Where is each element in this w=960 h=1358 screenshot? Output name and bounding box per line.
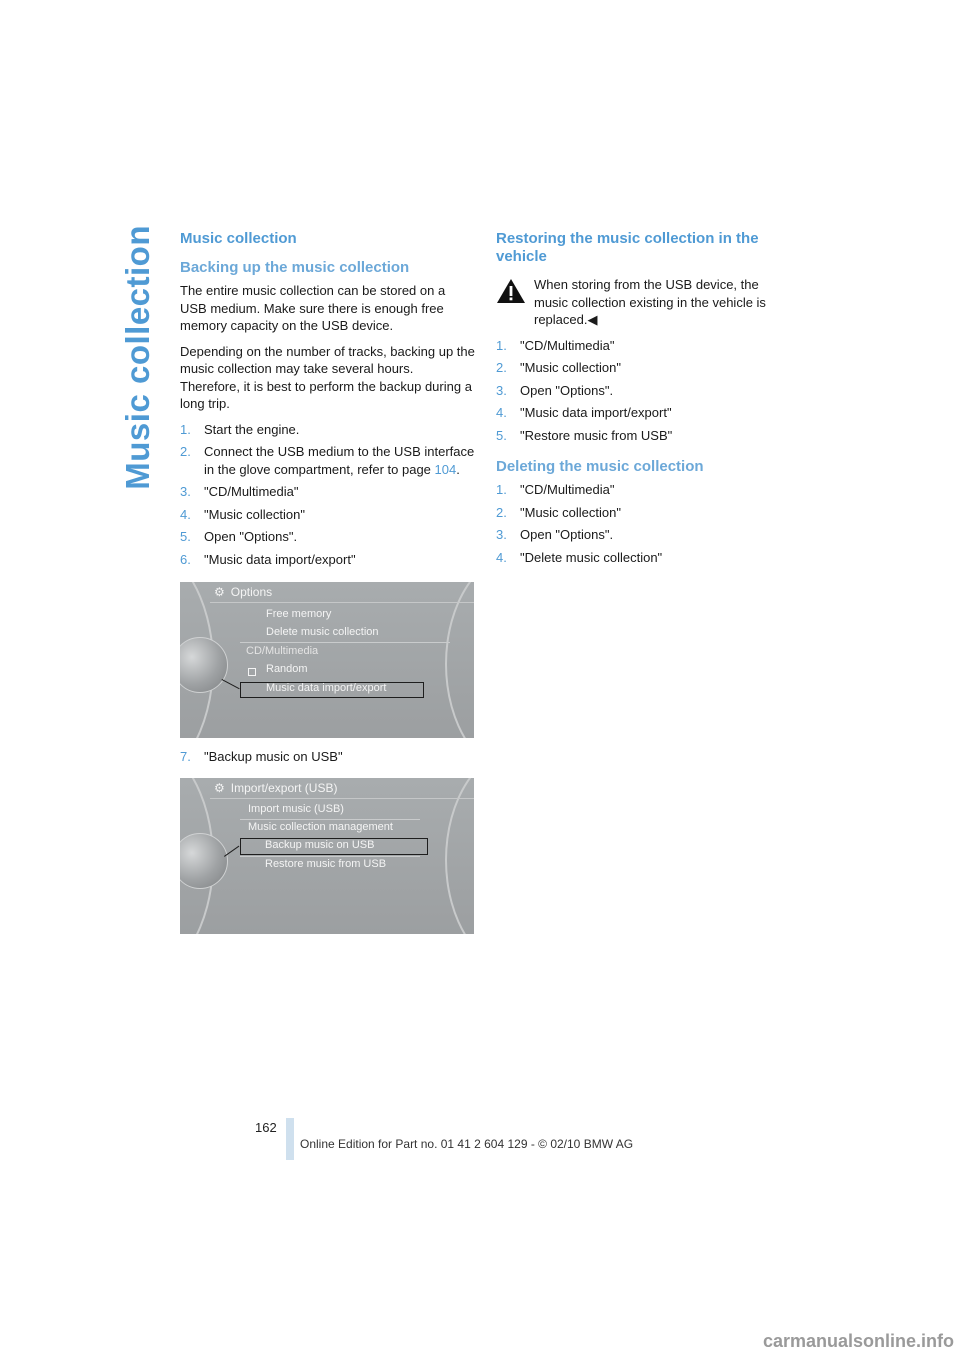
backup-paragraph-1: The entire music collection can be stored on a USB medium. Make sure there is enough free memory capacity on the USB device.: [180, 283, 446, 333]
restore-steps: [496, 337, 796, 445]
list-item: 2. "Music collection": [496, 504, 621, 520]
footer-bar: [286, 1118, 294, 1160]
list-item: 2. "Music collection": [496, 360, 621, 375]
warning-text: When storing from the USB device, the music collection existing in the vehicle is replaced.: [534, 277, 766, 327]
gear-icon: ⚙: [214, 780, 225, 795]
list-item: 2. Connect the USB medium to the USB interface in the glove compartment, refer to page 104.: [180, 444, 475, 477]
delete-subheading: Deleting the music collection: [496, 458, 704, 475]
checkbox-icon: [248, 668, 256, 676]
menu-item: Music collection management: [248, 820, 393, 833]
left-column: [180, 230, 475, 944]
list-item: 6. "Music data import/export": [180, 551, 356, 567]
list-item: 4. "Music data import/export": [496, 405, 672, 420]
list-item: 1. Start the engine.: [180, 421, 300, 437]
watermark: carmanualsonline.info: [762, 1331, 954, 1351]
list-item: 4. "Delete music collection": [496, 549, 663, 565]
controller-knob: [180, 637, 228, 693]
list-item: 3. Open "Options".: [496, 382, 614, 398]
list-item: 5. "Restore music from USB": [496, 427, 673, 443]
backup-paragraph-2: Depending on the number of tracks, backing up the music collection may take several hours. Therefore, it is best to perform the backup during a long trip.: [180, 343, 475, 411]
backup-steps: [180, 421, 475, 569]
warning-icon: [496, 278, 526, 304]
menu-item: Random: [266, 663, 308, 675]
list-item: 1. "CD/Multimedia": [496, 482, 615, 497]
backup-subheading: Backing up the music collection: [180, 259, 410, 276]
list-item: 3. "CD/Multimedia": [180, 484, 299, 499]
backup-steps-continued: [180, 748, 475, 766]
import-export-screenshot: [180, 778, 474, 934]
edition-text: Online Edition for Part no. 01 41 2 604 129 - © 02/10 BMW AG: [300, 1137, 634, 1151]
screen-title: Options: [230, 585, 273, 599]
menu-item: Delete music collection: [266, 626, 379, 638]
screen-title: Import/export (USB): [230, 780, 338, 795]
gear-icon: ⚙: [214, 585, 225, 599]
right-column: [496, 230, 796, 580]
options-screenshot: [180, 582, 474, 738]
side-section-tab: [118, 225, 158, 490]
controller-knob: [180, 833, 228, 889]
menu-category: CD/Multimedia: [246, 645, 319, 657]
list-item: 4. "Music collection": [180, 506, 305, 522]
list-item: 1. "CD/Multimedia": [496, 337, 615, 353]
side-tab-label: Music collection: [119, 225, 156, 490]
list-item: 5. Open "Options".: [180, 529, 298, 544]
restore-heading: Restoring the music collection in the vehicle: [496, 230, 759, 265]
end-mark: ◀: [587, 312, 598, 327]
page-link[interactable]: 104: [434, 461, 457, 477]
page-number: 162: [255, 1120, 277, 1135]
menu-item: Free memory: [266, 608, 332, 620]
list-item: 7. "Backup music on USB": [180, 749, 343, 764]
list-item: 3. Open "Options".: [496, 527, 614, 542]
menu-item-selected: Music data import/export: [266, 682, 387, 694]
menu-item: Import music (USB): [248, 802, 344, 815]
warning-note: [496, 276, 796, 329]
menu-item: Restore music from USB: [265, 857, 387, 870]
section-heading: Music collection: [180, 230, 297, 247]
menu-item-selected: Backup music on USB: [265, 838, 375, 851]
delete-steps: [496, 481, 796, 566]
